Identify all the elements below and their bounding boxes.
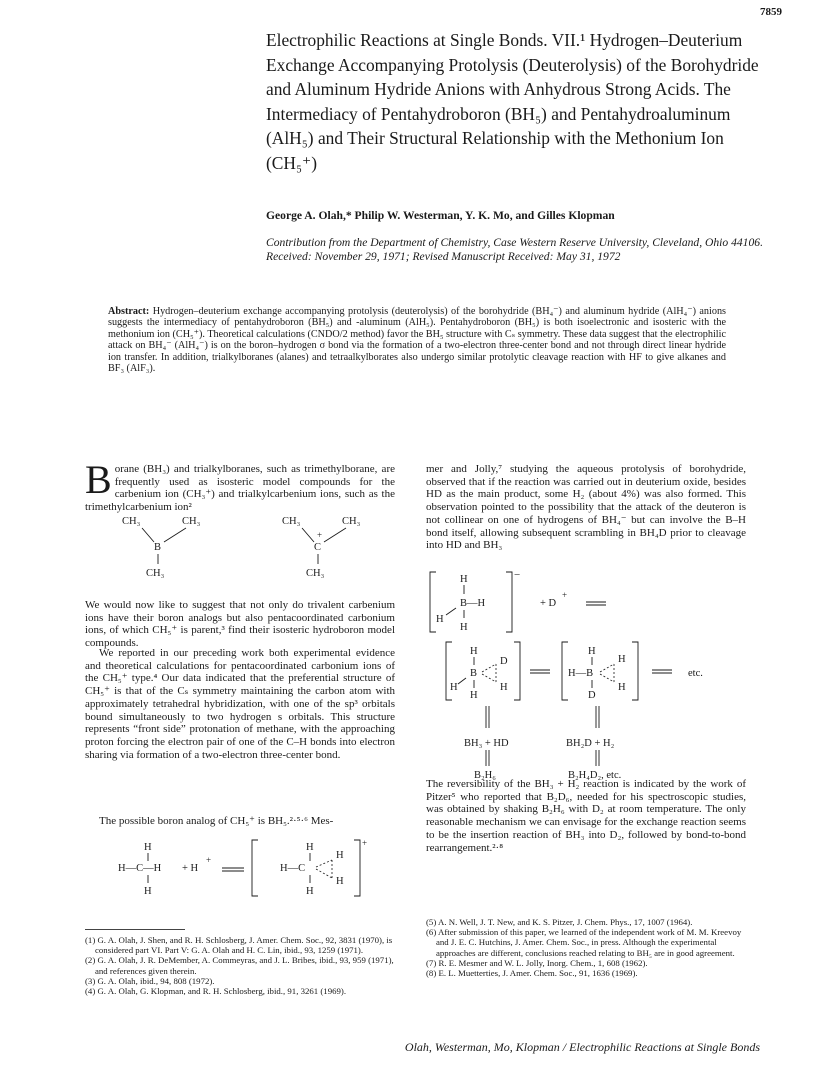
- bond-line: [164, 528, 186, 542]
- bracket-right: [354, 840, 360, 896]
- ch3-label: CH₃: [146, 568, 165, 579]
- hydrogen-label: H: [460, 622, 468, 633]
- ch3-label: CH₃: [282, 516, 301, 527]
- hydrogen-label: H: [588, 646, 596, 657]
- boron-label: B: [470, 668, 478, 679]
- plus-charge: +: [206, 855, 212, 865]
- plus-d-label: + D: [540, 598, 557, 609]
- footnotes-right: [426, 917, 746, 978]
- footnote: (6) After submission of this paper, we learned of the independent work of M. M. Kreevoy and J. E. C. Hutchins, J. Amer. Chem. Soc., in press. Although the experimental approaches are different, conclusions reached relating to BH₅ are in good agreement.: [426, 927, 742, 958]
- running-footer: Olah, Westerman, Mo, Klopman / Electrophilic Reactions at Single Bonds: [404, 1040, 760, 1054]
- three-center-bond: [600, 674, 614, 682]
- borane-carbenium-structures: [100, 512, 390, 592]
- b2h4d2-label: B₂H₄D₂, etc.: [568, 770, 622, 781]
- abstract-label: Abstract:: [108, 306, 150, 317]
- intro-text: orane (BH₃) and trialkylboranes, such as trimethylborane, are frequently used as isosteric model compounds for the carbenium ion (CH₃⁺) and trialkylcarbenium ions, such as the trimethylcarbenium ion²: [85, 463, 395, 514]
- article-title: Electrophilic Reactions at Single Bonds. VII.¹ Hydrogen–Deuterium Exchange Accompanying Protolysis (Deuterolysis) of the Borohydride and Aluminum Hydride Anions with Anhydrous Strong Acids. The Intermediacy of Pentahydroboron (BH₅) and Pentahydroaluminum (AlH₅) and Their Structural Relationship with the Methonium Ion (CH₅⁺): [266, 30, 759, 173]
- hydrogen-label: H: [306, 842, 314, 853]
- bond-line: [324, 528, 346, 542]
- bracket-right: [514, 642, 520, 700]
- ch3-label: CH₃: [342, 516, 361, 527]
- bh2d-h2-label: BH₂D + H₂: [566, 738, 615, 749]
- hb-label: H—B: [568, 668, 594, 679]
- bh-label: B—H: [460, 598, 486, 609]
- affiliation: Contribution from the Department of Chemistry, Case Western Reserve University, Cleveland, Ohio 44106. Received: November 29, 1971; Revised Manuscript Received: May 31, 1972: [266, 236, 763, 263]
- plus-charge: +: [362, 838, 368, 848]
- intro-paragraph: [85, 457, 395, 514]
- plus-h-label: + H: [182, 863, 199, 874]
- bond-line: [142, 528, 154, 542]
- hydrogen-label: H: [618, 654, 626, 665]
- bond-line: [302, 528, 314, 542]
- three-center-bond: [316, 860, 332, 867]
- footnotes-left: [85, 935, 403, 996]
- plus-charge: +: [317, 530, 323, 540]
- body-paragraph: We reported in our preceding work both experimental evidence and theoretical calculations for pentacoordinated carbonium ions of the CH₅⁺ type.⁴ Our data indicated that the preferential structure of CH₅⁺ is that of the Cₛ symmetry maintaining the carbon atom with approximately tetrahedral hybridization, with one of the sp³ orbitals bound simultaneously to two hydrogen s orbitals. This structure represents “front side” protonation of methane, with the approaching proton forcing the electron pair of one of the C–H bonds into electron sharing via formation of a two-electron three-center bond.: [85, 647, 395, 761]
- footnote: (7) R. E. Mesmer and W. L. Jolly, Inorg. Chem., 1, 608 (1962).: [426, 957, 648, 968]
- etc-label: etc.: [688, 668, 703, 679]
- hydrogen-label: H: [306, 886, 314, 897]
- abstract-text: Hydrogen–deuterium exchange accompanying protolysis (deuterolysis) of the borohydride (BH₄⁻) and aluminum hydride (AlH₄⁻) anions suggests the intermediacy of pentahydroboron (BH₅) and -aluminum (AlH₅). Pentahydroboron (BH₅) is both isoelectronic and isosteric with the methonium ion (CH₅⁺). Theoretical calculations (CNDO/2 method) favor the BH₅ structure with Cₛ symmetry. These data suggest that the electrophilic attack on BH₄⁻ (AlH₄⁻) is on the boron–hydrogen σ bond via the formation of a two-electron three-center bond and not through direct linear hydride ion transfer. In addition, trialkylboranes (alanes) and tetraalkylborates also undergo similar protolytic cleavage reaction with HF to give alkanes and BF₃ (AlF₃).: [108, 306, 726, 375]
- footnote: (5) A. N. Well, J. T. New, and K. S. Pitzer, J. Chem. Phys., 17, 1007 (1964).: [426, 917, 693, 927]
- deuterium-label: D: [500, 656, 508, 667]
- ch3-label: CH₃: [182, 516, 201, 527]
- three-center-bond: [482, 674, 496, 682]
- hydrogen-label: H: [470, 646, 478, 657]
- bracket-right: [632, 642, 638, 700]
- three-center-bond: [600, 664, 614, 672]
- hydrogen-label: H: [336, 876, 344, 887]
- bh3-hd-label: BH₃ + HD: [464, 738, 509, 749]
- bond-line: [446, 608, 456, 615]
- three-center-bond: [316, 869, 332, 878]
- body-paragraph: The possible boron analog of CH₅⁺ is BH₅.²·⁵·⁶ Mes-: [99, 815, 334, 827]
- body-paragraph: We would now like to suggest that not only do trivalent carbenium ions have their boron analogs but also pentacoordinated carbonium ions, of which CH₅⁺ is parent,³ find their isosteric hydroboron model compounds.: [85, 599, 395, 650]
- deuterium-label: D: [588, 690, 596, 701]
- footnote: (3) G. A. Olah, ibid., 94, 808 (1972).: [85, 975, 215, 986]
- abstract: [108, 306, 726, 374]
- hydrogen-label: H: [144, 886, 152, 897]
- ch3-label: CH₃: [122, 516, 141, 527]
- hydrogen-label: H: [336, 850, 344, 861]
- three-center-bond: [482, 664, 496, 672]
- footnote: (4) G. A. Olah, G. Klopman, and R. H. Schlosberg, ibid., 91, 3261 (1969).: [85, 986, 347, 997]
- hydrogen-label: H: [460, 574, 468, 585]
- hydrogen-label: H: [436, 614, 444, 625]
- bond-line: [458, 678, 466, 684]
- ch3-label: CH₃: [306, 568, 325, 579]
- b2h6-label: B₂H₆: [474, 770, 496, 781]
- bracket-left: [252, 840, 258, 896]
- footnote: (2) G. A. Olah, J. R. DeMember, A. Commeyras, and J. L. Bribes, ibid., 93, 959 (1971), and references given therein.: [85, 955, 394, 976]
- hydrogen-label: H: [500, 682, 508, 693]
- body-paragraph: The reversibility of the BH₃ + H₂ reaction is indicated by the work of Pitzer⁵ who reported that B₂D₆, needed for his spectroscopic studies, was obtained by shaking B₂H₆ with D₂ at room temperature. The only reasonable mechanism we can envisage for the exchange reaction seems to be the insertion reaction of BH₃ into D₂, followed by bond-to-bond rearrangement.²·⁸: [426, 778, 746, 854]
- minus-charge: −: [514, 570, 521, 581]
- footnote-rule: [85, 929, 185, 930]
- page-number: 7859: [760, 6, 782, 18]
- hc-label: H—C: [280, 863, 306, 874]
- boron-label: B: [154, 542, 162, 553]
- hydrogen-label: H: [470, 690, 478, 701]
- plus-charge: +: [562, 590, 568, 600]
- hch-label: H—C—H: [118, 863, 162, 874]
- drop-cap: B: [85, 457, 112, 502]
- author-list: George A. Olah,* Philip W. Westerman, Y. K. Mo, and Gilles Klopman: [266, 209, 615, 222]
- hydrogen-label: H: [450, 682, 458, 693]
- bracket-right: [506, 572, 512, 632]
- hydrogen-label: H: [144, 842, 152, 853]
- borohydride-exchange-scheme: [426, 570, 746, 770]
- carbon-label: C: [314, 542, 322, 553]
- footnote: (1) G. A. Olah, J. Shen, and R. H. Schlosberg, J. Amer. Chem. Soc., 92, 3831 (1970), is considered part VI. Part V: G. A. Olah and H. C. Lin, ibid., 93, 1259 (1971).: [85, 935, 393, 956]
- body-paragraph: mer and Jolly,⁷ studying the aqueous protolysis of borohydride, observed that if the reaction was carried out in deuterium oxide, besides HD as the main product, some H₂ (about 4%) was also formed. This observation pointed to the possibility that the attack of the deuteron is not collinear on one of hydrogens of BH₄⁻ but can involve the B–H bond itself, allowing subsequent scrambling in BH₄D prior to cleavage into HD and BH₃: [426, 463, 746, 552]
- footnote: (8) E. L. Muetterties, J. Amer. Chem. Soc., 91, 1636 (1969).: [426, 968, 638, 979]
- hydrogen-label: H: [618, 682, 626, 693]
- methane-protonation-scheme: [110, 838, 400, 900]
